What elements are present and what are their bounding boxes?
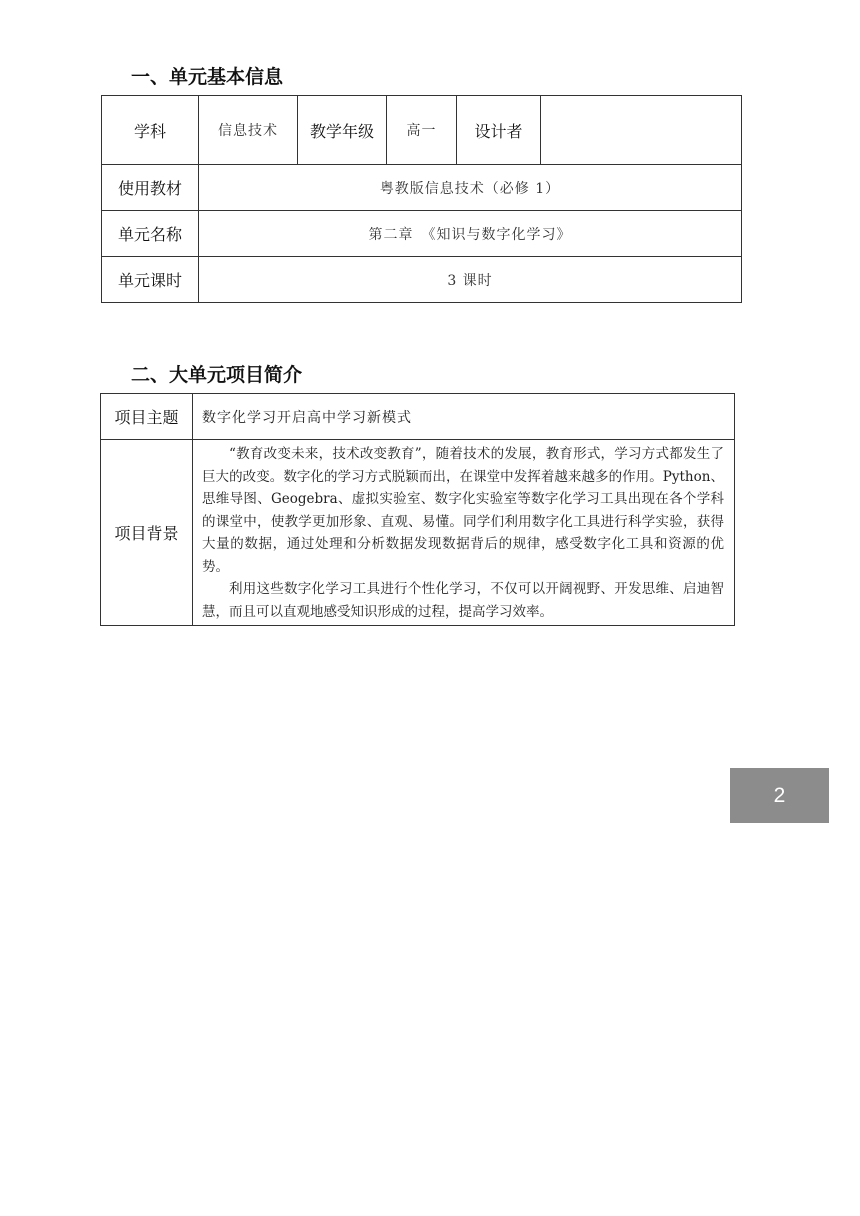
grade-value: 高一 [387, 96, 457, 165]
background-paragraph-2: 利用这些数字化学习工具进行个性化学习，不仅可以开阔视野、开发思维、启迪智慧，而且可以直观地感受知识形成的过程，提高学习效率。 [202, 581, 724, 620]
unit-name-label: 单元名称 [102, 211, 199, 257]
subject-label: 学科 [102, 96, 199, 165]
hours-value: 3 课时 [199, 257, 742, 303]
theme-value: 数字化学习开启高中学习新模式 [193, 394, 735, 440]
unit-info-table [101, 95, 742, 303]
subject-value: 信息技术 [199, 96, 298, 165]
table-row [101, 440, 735, 626]
hours-label: 单元课时 [102, 257, 199, 303]
project-intro-table [100, 393, 735, 626]
unit-name-value: 第二章 《知识与数字化学习》 [199, 211, 742, 257]
table-row [102, 165, 742, 211]
theme-label: 项目主题 [101, 394, 193, 440]
section-1-heading: 一、单元基本信息 [131, 66, 284, 88]
textbook-label: 使用教材 [102, 165, 199, 211]
background-content [193, 440, 735, 626]
textbook-value: 粤教版信息技术（必修 1） [199, 165, 742, 211]
table-row [101, 394, 735, 440]
section-2-heading: 二、大单元项目简介 [131, 364, 303, 386]
background-paragraph-1: “教育改变未来，技术改变教育”，随着技术的发展，教育形式，学习方式都发生了巨大的改变。数字化的学习方式脱颖而出，在课堂中发挥着越来越多的作用。Python、思维导图、Geogebra、虚拟实验室、数字化实验室等数字化学习工具出现在各个学科的课堂中，使教学更加形象、直观、易懂。同学们利用数字化工具进行科学实验，获得大量的数据，通过处理和分析数据发现数据背后的规律，感受数字化工具和资源的优势。 [202, 446, 724, 575]
designer-label: 设计者 [457, 96, 541, 165]
table-row [102, 211, 742, 257]
table-row [102, 257, 742, 303]
grade-label: 教学年级 [298, 96, 387, 165]
background-label: 项目背景 [101, 440, 193, 626]
table-row [102, 96, 742, 165]
page-number-tab: 2 [730, 768, 829, 823]
designer-value [541, 96, 742, 165]
